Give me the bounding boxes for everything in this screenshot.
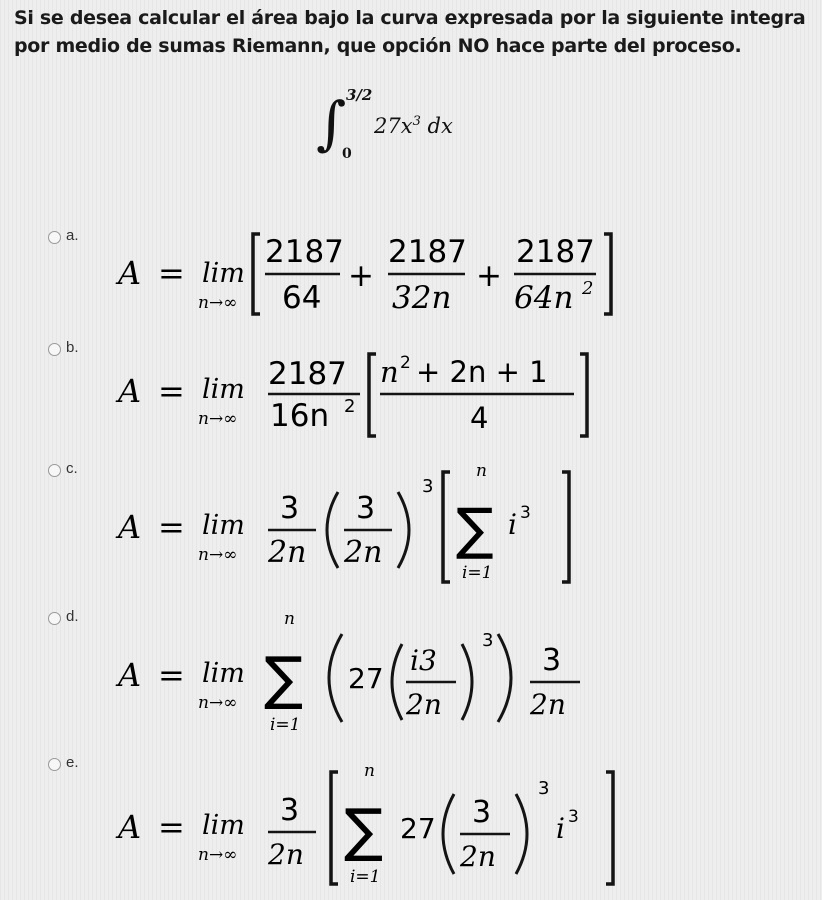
d-equals: = (158, 656, 185, 694)
option-a-formula (110, 222, 710, 332)
a-right-bracket (604, 234, 611, 314)
option-c-radio[interactable] (48, 464, 61, 477)
d-lim-sub: n→∞ (198, 693, 238, 713)
integral-expression (316, 86, 516, 176)
a-plus-2: + (476, 258, 502, 294)
option-b-radio[interactable] (48, 343, 61, 356)
integrand-differential: dx (427, 114, 453, 138)
e-frac-den: 2n (268, 838, 304, 871)
option-c (0, 458, 822, 588)
c-lim-sub: n→∞ (198, 545, 238, 565)
d-outer-num: 3 (542, 643, 562, 678)
e-inner-num: 3 (472, 795, 492, 830)
c-term-exp: 3 (520, 503, 531, 523)
a-A: A (118, 254, 142, 292)
d-outer-left-paren (329, 634, 342, 722)
a-t3-num: 2187 (516, 234, 595, 270)
e-left-bracket (331, 772, 338, 884)
d-inner-num: i3 (410, 644, 437, 677)
c-A: A (118, 508, 142, 546)
b-coef-den: 16n (270, 398, 330, 434)
b-right-bracket (580, 354, 587, 436)
b-lim-sub: n→∞ (198, 409, 238, 429)
b-lim: lim (202, 374, 245, 405)
e-term: i (556, 812, 565, 845)
c-frac1-num: 3 (280, 491, 300, 526)
e-lim: lim (202, 810, 245, 841)
d-pow: 3 (482, 630, 494, 651)
c-equals: = (158, 508, 185, 546)
b-left-bracket (369, 354, 376, 436)
a-t2-den: 32n (392, 280, 452, 316)
option-b-label: b. (66, 339, 79, 356)
option-e-formula (110, 752, 710, 892)
b-A: A (118, 372, 142, 410)
d-sum-bottom: i=1 (270, 715, 301, 735)
option-a-label: a. (66, 227, 79, 244)
e-term-exp: 3 (568, 807, 579, 827)
c-sigma: ∑ (456, 497, 494, 562)
a-left-bracket (253, 234, 260, 314)
a-equals: = (158, 254, 185, 292)
d-coef: 27 (348, 662, 384, 695)
integral-sign: ∫ (316, 89, 347, 157)
option-e-label: e. (66, 754, 79, 771)
c-frac2-den: 2n (344, 535, 383, 570)
e-A: A (118, 808, 142, 846)
a-t1-den: 64 (282, 280, 322, 316)
option-a (0, 222, 822, 332)
e-frac-num: 3 (280, 793, 300, 828)
question-text (14, 4, 822, 60)
option-c-label: c. (66, 460, 78, 477)
c-term: i (508, 508, 517, 541)
integral-lower-limit: 0 (342, 146, 352, 162)
option-d-formula (110, 606, 710, 741)
a-t1-num: 2187 (265, 234, 344, 270)
e-inner-left-paren (443, 794, 454, 874)
b-inner-den: 4 (470, 401, 489, 435)
a-plus-1: + (348, 258, 374, 294)
c-left-paren (327, 492, 338, 568)
c-right-bracket (562, 472, 569, 582)
d-outer-den: 2n (530, 688, 566, 721)
e-sum-top: n (364, 761, 375, 781)
c-left-bracket (443, 472, 450, 582)
e-inner-den: 2n (460, 840, 496, 873)
c-frac1-den: 2n (268, 535, 307, 570)
a-t3-den-exp: 2 (582, 278, 594, 299)
c-pow: 3 (422, 476, 434, 497)
option-d (0, 606, 822, 741)
c-lim: lim (202, 510, 245, 541)
e-sigma: ∑ (344, 796, 384, 864)
d-A: A (118, 656, 142, 694)
question-line-2: por medio de sumas Riemann, que opción NO hace parte del proceso. (14, 35, 742, 57)
d-inner-den: 2n (406, 688, 442, 721)
question-line-1: Si se desea calcular el área bajo la curva expresada por la siguiente integra (14, 7, 806, 29)
c-right-paren (398, 492, 409, 568)
c-sum-bottom: i=1 (462, 563, 493, 583)
d-lim: lim (202, 658, 245, 689)
option-e-radio[interactable] (48, 758, 61, 771)
option-e (0, 752, 822, 892)
option-b-formula (110, 336, 710, 446)
e-coef: 27 (400, 812, 436, 845)
b-inner-rest: + 2n + 1 (416, 355, 548, 389)
a-t3-den: 64n (514, 280, 574, 316)
c-sum-top: n (476, 461, 487, 481)
c-frac2-num: 3 (356, 491, 376, 526)
b-inner-n: n (380, 355, 399, 389)
option-a-radio[interactable] (48, 231, 61, 244)
integrand (374, 114, 453, 138)
integral-upper-limit: 3/2 (346, 86, 373, 104)
d-inner-left-paren (392, 644, 402, 720)
option-d-label: d. (66, 608, 79, 625)
a-lim: lim (202, 258, 245, 289)
e-right-bracket (606, 772, 613, 884)
e-pow: 3 (538, 778, 550, 799)
a-t2-num: 2187 (388, 234, 467, 270)
b-coef-den-exp: 2 (344, 396, 356, 417)
d-inner-right-paren (462, 644, 472, 720)
e-lim-sub: n→∞ (198, 845, 238, 865)
integrand-exponent: 3 (412, 114, 421, 129)
a-lim-sub: n→∞ (198, 293, 238, 313)
b-coef-num: 2187 (268, 356, 347, 392)
d-sigma: ∑ (264, 644, 304, 712)
option-c-formula (110, 458, 710, 588)
option-b (0, 336, 822, 446)
e-inner-right-paren (516, 794, 527, 874)
d-sum-top: n (284, 609, 295, 629)
d-outer-right-paren (498, 634, 511, 722)
integrand-text: 27x (374, 114, 413, 138)
e-equals: = (158, 808, 185, 846)
b-inner-n-exp: 2 (400, 353, 411, 373)
option-d-radio[interactable] (48, 612, 61, 625)
b-equals: = (158, 372, 185, 410)
e-sum-bottom: i=1 (350, 867, 381, 887)
